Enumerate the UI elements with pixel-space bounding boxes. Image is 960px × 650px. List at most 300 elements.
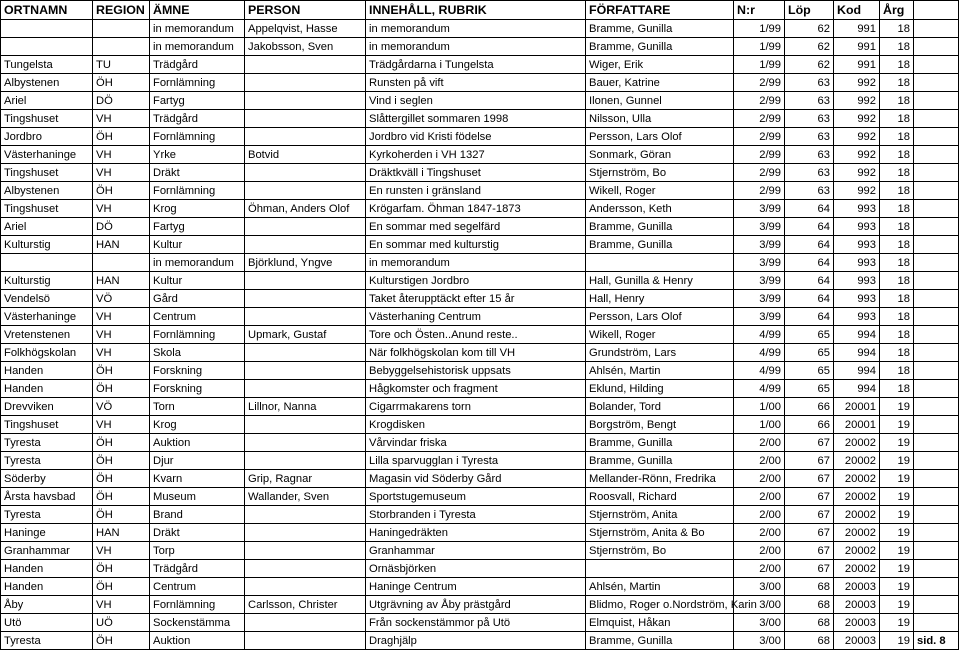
col-nr-cell: 3/99 [734, 200, 785, 218]
col-forfattare-cell: Elmquist, Håkan [586, 614, 734, 632]
col-arg-cell: 18 [880, 128, 914, 146]
col-ortnamn-cell: Tingshuset [1, 416, 93, 434]
col-forfattare-cell: Borgström, Bengt [586, 416, 734, 434]
col-person-cell [245, 128, 366, 146]
table-row [1, 74, 959, 92]
col-ortnamn-cell: Albystenen [1, 182, 93, 200]
col-amne-cell: Forskning [150, 380, 245, 398]
col-nr-cell: 2/00 [734, 542, 785, 560]
col-region-cell [93, 254, 150, 272]
col-forfattare-cell [586, 254, 734, 272]
col-lop-cell: 67 [785, 524, 834, 542]
col-innehall-cell: Västerhaning Centrum [366, 308, 586, 326]
col-nr-cell: 2/00 [734, 434, 785, 452]
col-ortnamn-cell: Söderby [1, 470, 93, 488]
col-amne-cell: Skola [150, 344, 245, 362]
col-page-cell [914, 308, 959, 326]
col-lop-cell: 63 [785, 128, 834, 146]
table-row [1, 362, 959, 380]
col-arg-cell: 19 [880, 614, 914, 632]
col-amne-cell: Fornlämning [150, 74, 245, 92]
col-forfattare-cell: Bramme, Gunilla [586, 434, 734, 452]
col-ortnamn-cell: Utö [1, 614, 93, 632]
col-innehall-cell: När folkhögskolan kom till VH [366, 344, 586, 362]
col-arg-cell: 18 [880, 110, 914, 128]
col-region-cell: ÖH [93, 380, 150, 398]
col-ortnamn-cell: Handen [1, 380, 93, 398]
col-region-cell: ÖH [93, 560, 150, 578]
col-person-cell [245, 632, 366, 650]
col-kod-cell: 20002 [834, 470, 880, 488]
col-region-cell: VH [93, 308, 150, 326]
col-amne-cell: Torp [150, 542, 245, 560]
col-forfattare-cell: Wikell, Roger [586, 326, 734, 344]
col-person-cell [245, 578, 366, 596]
col-ortnamn-cell: Handen [1, 560, 93, 578]
col-region-cell: VH [93, 326, 150, 344]
col-region-cell: HAN [93, 236, 150, 254]
col-forfattare-cell: Stjernström, Anita [586, 506, 734, 524]
col-arg-cell: 18 [880, 272, 914, 290]
col-innehall-cell: Tore och Östen..Anund reste.. [366, 326, 586, 344]
col-ortnamn-cell: Handen [1, 362, 93, 380]
table-row [1, 236, 959, 254]
col-nr-header: N:r [734, 1, 785, 20]
col-arg-cell: 18 [880, 326, 914, 344]
col-kod-cell: 20001 [834, 416, 880, 434]
col-kod-cell: 993 [834, 272, 880, 290]
col-amne-cell: in memorandum [150, 38, 245, 56]
col-lop-cell: 63 [785, 182, 834, 200]
col-region-cell [93, 20, 150, 38]
col-innehall-cell: Granhammar [366, 542, 586, 560]
col-forfattare-cell: Stjernström, Anita & Bo [586, 524, 734, 542]
col-page-cell [914, 236, 959, 254]
col-innehall-cell: Haningedräkten [366, 524, 586, 542]
table-row [1, 290, 959, 308]
col-innehall-cell: Hågkomster och fragment [366, 380, 586, 398]
col-arg-cell: 19 [880, 542, 914, 560]
table-row [1, 542, 959, 560]
col-page-cell [914, 506, 959, 524]
col-forfattare-cell: Stjernström, Bo [586, 542, 734, 560]
col-page-cell [914, 434, 959, 452]
col-forfattare-cell: Nilsson, Ulla [586, 110, 734, 128]
col-ortnamn-cell: Kulturstig [1, 272, 93, 290]
col-amne-cell: Gård [150, 290, 245, 308]
col-person-cell [245, 434, 366, 452]
table-row [1, 146, 959, 164]
col-forfattare-cell: Ahlsén, Martin [586, 362, 734, 380]
table-row [1, 398, 959, 416]
col-kod-cell: 20003 [834, 614, 880, 632]
col-person-cell [245, 92, 366, 110]
col-innehall-cell: Krogdisken [366, 416, 586, 434]
col-nr-cell: 1/99 [734, 20, 785, 38]
col-amne-cell: Krog [150, 200, 245, 218]
col-kod-cell: 20002 [834, 524, 880, 542]
col-person-cell [245, 362, 366, 380]
col-region-cell: ÖH [93, 128, 150, 146]
col-kod-cell: 994 [834, 380, 880, 398]
col-person-cell: Jakobsson, Sven [245, 38, 366, 56]
col-region-cell: HAN [93, 524, 150, 542]
col-page-cell [914, 416, 959, 434]
table-row [1, 380, 959, 398]
col-region-cell: TU [93, 56, 150, 74]
col-arg-cell: 19 [880, 452, 914, 470]
col-page-cell: sid. 8 [914, 632, 959, 650]
table-row [1, 20, 959, 38]
col-forfattare-cell: Persson, Lars Olof [586, 308, 734, 326]
col-person-cell: Lillnor, Nanna [245, 398, 366, 416]
col-region-cell: VH [93, 416, 150, 434]
col-lop-cell: 68 [785, 632, 834, 650]
col-nr-cell: 4/99 [734, 380, 785, 398]
col-page-cell [914, 380, 959, 398]
col-region-cell: ÖH [93, 488, 150, 506]
col-person-cell: Upmark, Gustaf [245, 326, 366, 344]
col-amne-cell: Torn [150, 398, 245, 416]
col-page-header [914, 1, 959, 20]
col-region-cell: VH [93, 596, 150, 614]
col-lop-cell: 65 [785, 380, 834, 398]
col-ortnamn-cell: Vretenstenen [1, 326, 93, 344]
col-ortnamn-cell: Folkhögskolan [1, 344, 93, 362]
col-page-cell [914, 398, 959, 416]
col-page-cell [914, 362, 959, 380]
col-person-cell [245, 380, 366, 398]
col-region-cell: ÖH [93, 632, 150, 650]
col-forfattare-cell: Bramme, Gunilla [586, 20, 734, 38]
col-nr-cell: 2/00 [734, 488, 785, 506]
col-amne-cell: Forskning [150, 362, 245, 380]
col-amne-cell: Centrum [150, 578, 245, 596]
col-arg-cell: 19 [880, 398, 914, 416]
col-lop-cell: 62 [785, 56, 834, 74]
col-arg-cell: 19 [880, 560, 914, 578]
col-kod-cell: 20003 [834, 632, 880, 650]
col-nr-cell: 2/00 [734, 506, 785, 524]
col-amne-cell: Trädgård [150, 560, 245, 578]
col-arg-cell: 18 [880, 380, 914, 398]
col-forfattare-cell: Bramme, Gunilla [586, 38, 734, 56]
col-person-cell [245, 308, 366, 326]
col-amne-cell: Kvarn [150, 470, 245, 488]
col-innehall-cell: Från sockenstämmor på Utö [366, 614, 586, 632]
col-region-cell: ÖH [93, 470, 150, 488]
col-innehall-cell: En runsten i gränsland [366, 182, 586, 200]
table-row [1, 164, 959, 182]
col-person-cell: Wallander, Sven [245, 488, 366, 506]
col-region-cell: ÖH [93, 74, 150, 92]
col-kod-cell: 20002 [834, 452, 880, 470]
col-page-cell [914, 524, 959, 542]
col-lop-cell: 67 [785, 542, 834, 560]
col-nr-cell: 3/99 [734, 236, 785, 254]
col-nr-cell: 4/99 [734, 344, 785, 362]
col-lop-cell: 63 [785, 110, 834, 128]
col-forfattare-cell: Bramme, Gunilla [586, 452, 734, 470]
col-innehall-cell: Ornäsbjörken [366, 560, 586, 578]
col-lop-cell: 64 [785, 218, 834, 236]
col-arg-cell: 18 [880, 146, 914, 164]
col-lop-cell: 64 [785, 308, 834, 326]
col-arg-cell: 18 [880, 362, 914, 380]
col-region-cell: ÖH [93, 578, 150, 596]
col-amne-cell: Fornlämning [150, 326, 245, 344]
col-forfattare-cell: Persson, Lars Olof [586, 128, 734, 146]
table-row [1, 506, 959, 524]
table-row [1, 56, 959, 74]
table-row [1, 524, 959, 542]
col-person-cell [245, 290, 366, 308]
col-innehall-cell: Haninge Centrum [366, 578, 586, 596]
table-row [1, 632, 959, 650]
col-innehall-cell: Utgrävning av Åby prästgård [366, 596, 586, 614]
col-forfattare-cell: Bramme, Gunilla [586, 218, 734, 236]
col-forfattare-cell: Wiger, Erik [586, 56, 734, 74]
col-nr-cell: 4/99 [734, 326, 785, 344]
col-person-cell: Appelqvist, Hasse [245, 20, 366, 38]
col-innehall-cell: Jordbro vid Kristi födelse [366, 128, 586, 146]
col-person-cell [245, 218, 366, 236]
col-innehall-cell: Kyrkoherden i VH 1327 [366, 146, 586, 164]
col-page-cell [914, 146, 959, 164]
col-region-cell: ÖH [93, 452, 150, 470]
col-nr-cell: 2/99 [734, 164, 785, 182]
col-page-cell [914, 488, 959, 506]
col-nr-cell: 4/99 [734, 362, 785, 380]
col-kod-cell: 20002 [834, 434, 880, 452]
table-row [1, 182, 959, 200]
col-page-cell [914, 560, 959, 578]
col-lop-cell: 68 [785, 578, 834, 596]
col-nr-cell: 1/99 [734, 56, 785, 74]
col-innehall-cell: Kulturstigen Jordbro [366, 272, 586, 290]
col-arg-cell: 18 [880, 182, 914, 200]
col-region-cell: VH [93, 110, 150, 128]
table-row [1, 416, 959, 434]
col-lop-cell: 64 [785, 236, 834, 254]
col-innehall-cell: Vårvindar friska [366, 434, 586, 452]
col-lop-cell: 67 [785, 470, 834, 488]
col-arg-cell: 19 [880, 596, 914, 614]
col-kod-cell: 991 [834, 56, 880, 74]
col-arg-cell: 19 [880, 524, 914, 542]
col-arg-cell: 19 [880, 416, 914, 434]
col-arg-cell: 19 [880, 488, 914, 506]
col-forfattare-cell: Stjernström, Bo [586, 164, 734, 182]
col-nr-cell: 3/99 [734, 254, 785, 272]
col-amne-cell: in memorandum [150, 20, 245, 38]
col-lop-cell: 67 [785, 560, 834, 578]
col-amne-header: ÄMNE [150, 1, 245, 20]
col-person-header: PERSON [245, 1, 366, 20]
col-innehall-cell: in memorandum [366, 254, 586, 272]
col-arg-header: Årg [880, 1, 914, 20]
col-kod-cell: 991 [834, 20, 880, 38]
table-row [1, 326, 959, 344]
col-ortnamn-cell: Drevviken [1, 398, 93, 416]
col-person-cell: Botvid [245, 146, 366, 164]
table-row [1, 596, 959, 614]
col-kod-cell: 991 [834, 38, 880, 56]
table-row [1, 110, 959, 128]
col-region-cell: VH [93, 542, 150, 560]
col-nr-cell: 1/99 [734, 38, 785, 56]
col-region-header: REGION [93, 1, 150, 20]
col-ortnamn-cell: Tingshuset [1, 110, 93, 128]
table-row [1, 92, 959, 110]
col-region-cell: ÖH [93, 362, 150, 380]
col-lop-cell: 66 [785, 416, 834, 434]
col-lop-cell: 64 [785, 200, 834, 218]
col-amne-cell: Centrum [150, 308, 245, 326]
col-forfattare-header: FÖRFATTARE [586, 1, 734, 20]
col-page-cell [914, 74, 959, 92]
col-ortnamn-cell: Västerhaninge [1, 146, 93, 164]
col-lop-cell: 67 [785, 506, 834, 524]
col-arg-cell: 18 [880, 38, 914, 56]
col-person-cell [245, 614, 366, 632]
col-lop-cell: 62 [785, 20, 834, 38]
col-nr-cell: 2/99 [734, 74, 785, 92]
col-innehall-cell: Draghjälp [366, 632, 586, 650]
table-row [1, 470, 959, 488]
col-region-cell: ÖH [93, 434, 150, 452]
col-region-cell: VH [93, 146, 150, 164]
col-person-cell [245, 524, 366, 542]
col-ortnamn-cell: Tungelsta [1, 56, 93, 74]
col-page-cell [914, 272, 959, 290]
col-kod-cell: 993 [834, 254, 880, 272]
col-region-cell: VH [93, 200, 150, 218]
col-amne-cell: Trädgård [150, 110, 245, 128]
col-ortnamn-cell: Tyresta [1, 632, 93, 650]
col-arg-cell: 18 [880, 254, 914, 272]
col-nr-cell: 2/00 [734, 452, 785, 470]
col-amne-cell: Kultur [150, 272, 245, 290]
col-page-cell [914, 200, 959, 218]
col-page-cell [914, 164, 959, 182]
col-forfattare-cell: Bolander, Tord [586, 398, 734, 416]
col-amne-cell: Krog [150, 416, 245, 434]
col-ortnamn-cell: Haninge [1, 524, 93, 542]
col-page-cell [914, 596, 959, 614]
col-nr-cell: 2/99 [734, 110, 785, 128]
col-kod-header: Kod [834, 1, 880, 20]
col-amne-cell: Dräkt [150, 164, 245, 182]
col-person-cell [245, 56, 366, 74]
col-lop-cell: 68 [785, 596, 834, 614]
col-nr-cell: 3/00 [734, 632, 785, 650]
col-ortnamn-cell: Tyresta [1, 506, 93, 524]
col-arg-cell: 18 [880, 92, 914, 110]
col-person-cell [245, 506, 366, 524]
col-amne-cell: Brand [150, 506, 245, 524]
col-kod-cell: 20002 [834, 506, 880, 524]
col-arg-cell: 18 [880, 236, 914, 254]
col-page-cell [914, 182, 959, 200]
col-lop-cell: 63 [785, 74, 834, 92]
col-page-cell [914, 290, 959, 308]
col-page-cell [914, 254, 959, 272]
col-amne-cell: in memorandum [150, 254, 245, 272]
col-arg-cell: 18 [880, 20, 914, 38]
col-kod-cell: 20001 [834, 398, 880, 416]
col-page-cell [914, 56, 959, 74]
col-lop-cell: 65 [785, 362, 834, 380]
col-lop-cell: 64 [785, 290, 834, 308]
col-forfattare-cell: Ilonen, Gunnel [586, 92, 734, 110]
col-arg-cell: 19 [880, 506, 914, 524]
table-row [1, 218, 959, 236]
col-arg-cell: 19 [880, 434, 914, 452]
col-ortnamn-cell: Jordbro [1, 128, 93, 146]
col-kod-cell: 20003 [834, 596, 880, 614]
col-lop-cell: 65 [785, 344, 834, 362]
col-forfattare-cell: Bramme, Gunilla [586, 632, 734, 650]
col-arg-cell: 18 [880, 164, 914, 182]
col-amne-cell: Fornlämning [150, 182, 245, 200]
col-forfattare-cell: Roosvall, Richard [586, 488, 734, 506]
col-ortnamn-cell: Albystenen [1, 74, 93, 92]
col-forfattare-cell: Wikell, Roger [586, 182, 734, 200]
col-amne-cell: Yrke [150, 146, 245, 164]
col-amne-cell: Fartyg [150, 92, 245, 110]
col-person-cell [245, 236, 366, 254]
col-innehall-cell: Slåttergillet sommaren 1998 [366, 110, 586, 128]
col-innehall-cell: Storbranden i Tyresta [366, 506, 586, 524]
col-region-cell: VÖ [93, 290, 150, 308]
col-person-cell [245, 542, 366, 560]
col-page-cell [914, 128, 959, 146]
col-person-cell [245, 416, 366, 434]
col-nr-cell: 2/00 [734, 470, 785, 488]
col-forfattare-cell: Ahlsén, Martin [586, 578, 734, 596]
col-nr-cell: 2/00 [734, 524, 785, 542]
col-amne-cell: Sockenstämma [150, 614, 245, 632]
col-amne-cell: Fartyg [150, 218, 245, 236]
col-arg-cell: 18 [880, 290, 914, 308]
col-page-cell [914, 578, 959, 596]
col-lop-cell: 64 [785, 272, 834, 290]
col-amne-cell: Auktion [150, 632, 245, 650]
col-ortnamn-cell [1, 254, 93, 272]
col-forfattare-cell: Hall, Henry [586, 290, 734, 308]
col-forfattare-cell: Andersson, Keth [586, 200, 734, 218]
col-ortnamn-cell: Tyresta [1, 434, 93, 452]
col-kod-cell: 20003 [834, 578, 880, 596]
col-ortnamn-cell: Åby [1, 596, 93, 614]
col-nr-cell: 2/99 [734, 182, 785, 200]
col-arg-cell: 18 [880, 74, 914, 92]
col-kod-cell: 993 [834, 236, 880, 254]
col-ortnamn-cell: Västerhaninge [1, 308, 93, 326]
col-nr-cell: 2/99 [734, 92, 785, 110]
col-amne-cell: Djur [150, 452, 245, 470]
col-region-cell: VH [93, 164, 150, 182]
col-innehall-cell: Taket återupptäckt efter 15 år [366, 290, 586, 308]
col-region-cell: UÖ [93, 614, 150, 632]
col-lop-cell: 64 [785, 254, 834, 272]
col-innehall-cell: Magasin vid Söderby Gård [366, 470, 586, 488]
table-row [1, 434, 959, 452]
col-amne-cell: Auktion [150, 434, 245, 452]
col-kod-cell: 993 [834, 218, 880, 236]
col-innehall-cell: Sportstugemuseum [366, 488, 586, 506]
